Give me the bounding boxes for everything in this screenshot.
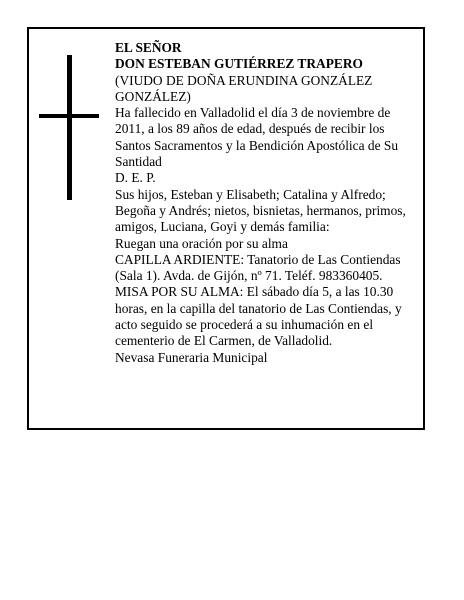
chapel-info: CAPILLA ARDIENTE: Tanatorio de Las Contiendas (Sala 1). Avda. de Gijón, nº 71. Teléf. 983360405. [115,251,401,284]
obituary-notice [27,27,425,430]
death-info: Ha fallecido en Valladolid el día 3 de noviembre de 2011, a los 89 años de edad, después de recibir los Santos Sacramentos y la Bendición Apostólica de Su Santidad [115,105,399,170]
notice-text [115,40,417,366]
family-list: Sus hijos, Esteban y Elisabeth; Catalina y Alfredo; Begoña y Andrés; nietos, bisnietas, hermanos, primos, amigos, Luciana, Goyi y demás familia: [115,186,406,235]
funeral-home: Nevasa Funeraria Municipal [115,349,268,365]
deceased-name: DON ESTEBAN GUTIÉRREZ TRAPERO [115,56,363,72]
rip-text: D. E. P. [115,170,156,186]
cross-vertical-bar [67,55,72,200]
mass-info: MISA POR SU ALMA: El sábado día 5, a las 10.30 horas, en la capilla del tanatorio de Las Contiendas, y acto seguido se procederá a su inhumación en el cementerio de El Carmen, de Valladolid. [115,284,402,349]
deceased-title: EL SEÑOR [115,40,182,55]
latin-cross-icon [39,55,99,200]
cross-horizontal-bar [39,114,99,118]
widower-of: (VIUDO DE DOÑA ERUNDINA GONZÁLEZ GONZÁLEZ) [115,72,373,104]
prayer-request: Ruegan una oración por su alma [115,235,288,251]
